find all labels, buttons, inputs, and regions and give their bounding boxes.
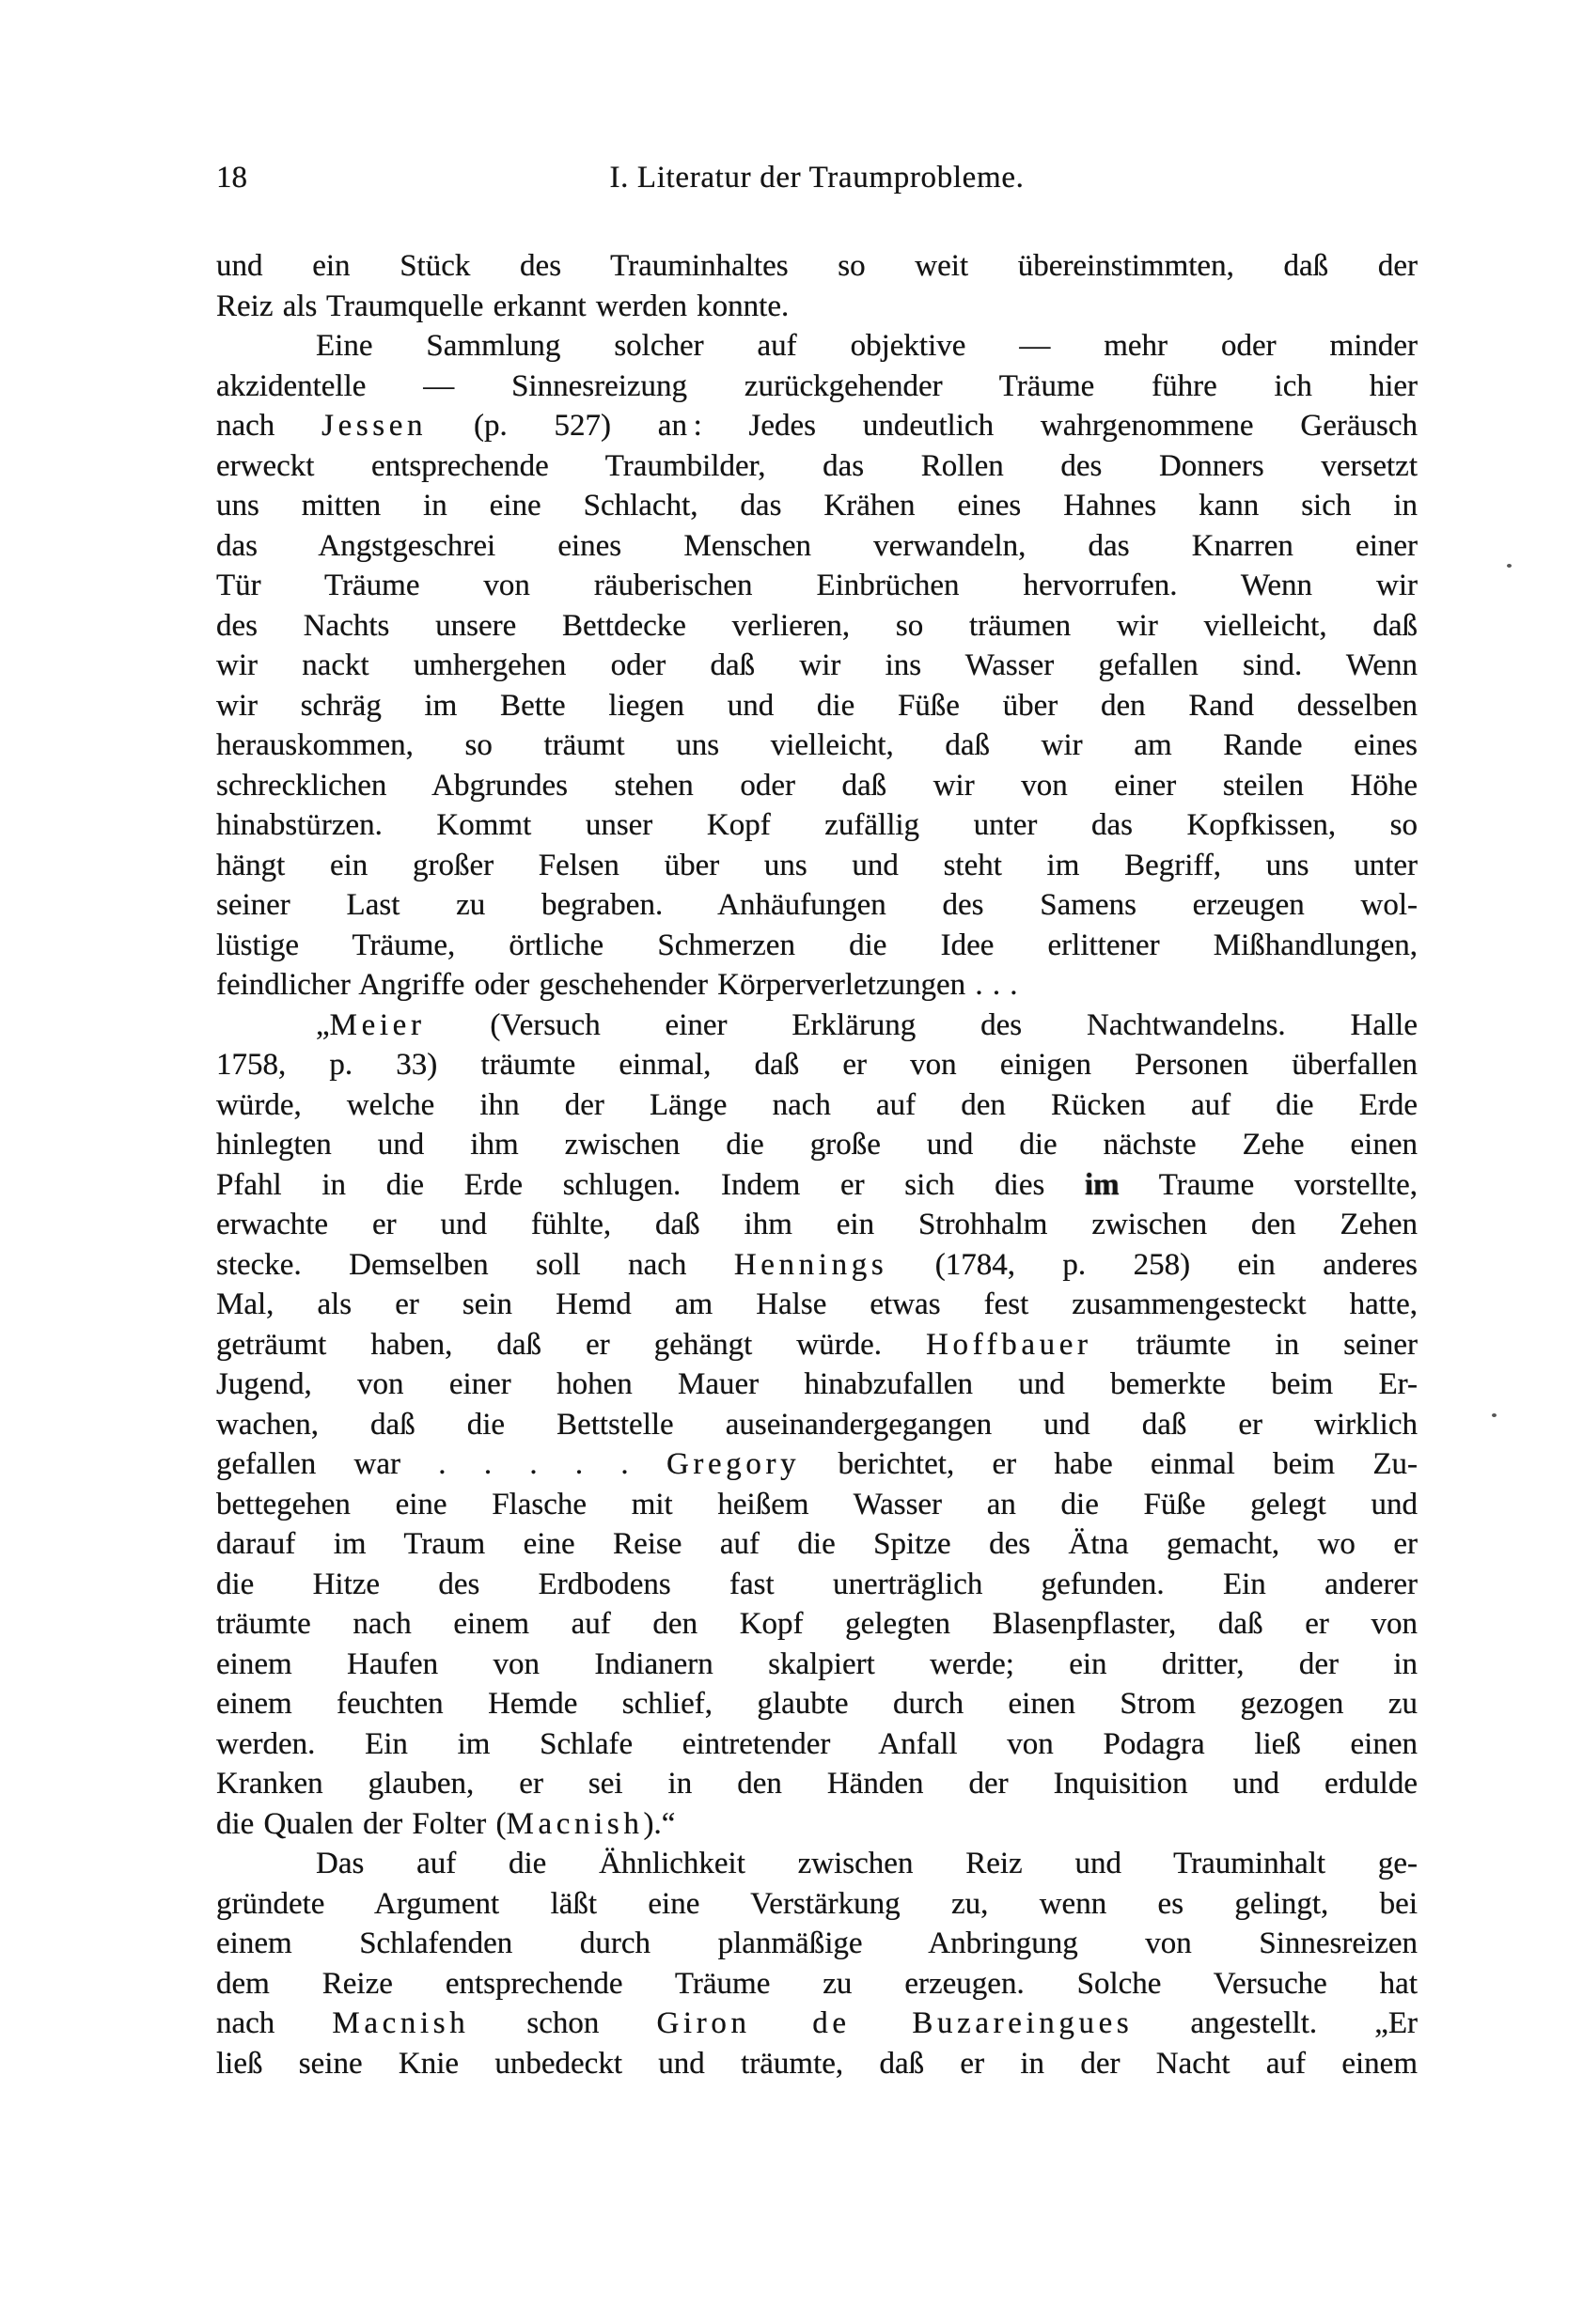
- text-segment: (p. 527) an : Jedes undeutlich wahrgenommene Geräusch: [427, 409, 1418, 443]
- running-title: I. Literatur der Traumprobleme.: [609, 161, 1025, 195]
- body-line: [216, 1285, 1418, 1325]
- text-segment: Eine Sammlung solcher auf objektive — mehr oder minder: [316, 329, 1418, 363]
- spaced-name: Meier: [329, 1007, 426, 1042]
- text-segment: Das auf die Ähnlichkeit zwischen Reiz und Trauminhalt ge-: [316, 1847, 1418, 1880]
- text-segment: seiner Last zu begraben. Anhäufungen des Samens erzeugen wol-: [216, 888, 1418, 922]
- body-line: [216, 2004, 1418, 2044]
- spaced-name: Giron de Buzareingues: [656, 2006, 1134, 2040]
- text-segment: und ein Stück des Trauminhaltes so weit übereinstimmten, daß der: [216, 249, 1418, 283]
- text-segment: einem Schlafenden durch planmäßige Anbringung von Sinnesreizen: [216, 1926, 1418, 1960]
- page-number: 18: [216, 161, 247, 195]
- text-segment: schon: [469, 2006, 657, 2040]
- body-line: [216, 1924, 1418, 1964]
- spaced-name: Macnish: [506, 1806, 644, 1841]
- body-line: [216, 846, 1418, 886]
- text-segment: einem feuchten Hemde schlief, glaubte durch einen Strom gezogen zu: [216, 1687, 1418, 1721]
- spaced-name: Hoffbauer: [926, 1327, 1092, 1362]
- text-segment: dem Reize entsprechende Träume zu erzeugen. Solche Versuche hat: [216, 1966, 1418, 2001]
- text-segment: ließ seine Knie unbedeckt und träumte, daß er in der Nacht auf einem: [216, 2046, 1418, 2081]
- text-segment: werden. Ein im Schlafe eintretender Anfall von Podagra ließ einen: [216, 1726, 1418, 1761]
- body-line: [216, 1045, 1418, 1085]
- body-line: [216, 406, 1418, 446]
- text-segment: hängt ein großer Felsen über uns und steht im Begriff, uns unter: [216, 848, 1418, 882]
- text-segment: wir schräg im Bette liegen und die Füße über den Rand desselben: [216, 688, 1418, 723]
- text-segment: stecke. Demselben soll nach: [216, 1247, 734, 1282]
- text-segment: Traume vorstellte,: [1119, 1167, 1418, 1202]
- text-segment: lüstige Träume, örtliche Schmerzen die Idee erlittener Mißhandlungen,: [216, 928, 1418, 962]
- body-line: [216, 686, 1418, 726]
- body-line: [216, 1405, 1418, 1445]
- text-segment: hinabstürzen. Kommt unser Kopf zufällig unter das Kopfkissen, so: [216, 808, 1418, 842]
- text-segment: träumte nach einem auf den Kopf gelegten Blasenpflaster, daß er von: [216, 1607, 1418, 1641]
- body-line: [216, 1604, 1418, 1645]
- text-block: [216, 246, 1418, 2083]
- body-line: [216, 646, 1418, 686]
- text-segment: einem Haufen von Indianern skalpiert werde; ein dritter, der in: [216, 1646, 1418, 1681]
- text-segment: (1784, p. 258) ein anderes: [887, 1247, 1418, 1282]
- body-line: [216, 486, 1418, 526]
- body-line: [216, 926, 1418, 966]
- text-segment: uns mitten in eine Schlacht, das Krähen eines Hahnes kann sich in: [216, 489, 1418, 523]
- text-segment: schrecklichen Abgrundes stehen oder daß wir von einer steilen Höhe: [216, 768, 1418, 803]
- text-segment: träumte in seiner: [1091, 1327, 1418, 1362]
- body-line: [216, 725, 1418, 766]
- body-line: [216, 246, 1418, 287]
- body-line: [216, 1684, 1418, 1724]
- body-line: [216, 1645, 1418, 1685]
- body-line: [216, 566, 1418, 606]
- body-line: [216, 526, 1418, 567]
- page-header: [216, 158, 1418, 198]
- body-line: [216, 2044, 1418, 2084]
- text-segment: angestellt. „Er: [1133, 2006, 1418, 2040]
- text-segment: berichtet, er habe einmal beim Zu-: [800, 1447, 1418, 1481]
- text-segment: Mal, als er sein Hemd am Halse etwas fest zusammengesteckt hatte,: [216, 1287, 1418, 1321]
- body-line: [216, 1205, 1418, 1245]
- text-segment: die Hitze des Erdbodens fast unerträglich gefunden. Ein anderer: [216, 1567, 1418, 1601]
- spaced-name: Jessen: [321, 409, 428, 443]
- body-line: [216, 446, 1418, 487]
- body-line: [216, 885, 1418, 926]
- text-segment: (Versuch einer Erklärung des Nachtwandelns. Halle: [425, 1007, 1418, 1042]
- body-line: [216, 965, 1418, 1006]
- text-segment: feindlicher Angriffe oder geschehender Körperverletzungen . . .: [216, 968, 1018, 1002]
- text-segment: gründete Argument läßt eine Verstärkung zu, wenn es gelingt, bei: [216, 1886, 1418, 1921]
- text-segment: im: [1085, 1167, 1120, 1202]
- text-segment: Reiz als Traumquelle erkannt werden konnte.: [216, 289, 790, 323]
- text-segment: Jugend, von einer hohen Mauer hinabzufallen und bemerkte beim Er-: [216, 1367, 1418, 1401]
- body-line: [216, 326, 1418, 367]
- body-line: [216, 1085, 1418, 1126]
- text-segment: erwachte er und fühlte, daß ihm ein Strohhalm zwischen den Zehen: [216, 1208, 1418, 1241]
- text-segment: würde, welche ihn der Länge nach auf den Rücken auf die Erde: [216, 1087, 1418, 1122]
- scan-speck: [1507, 564, 1512, 568]
- scan-speck: [1492, 1413, 1497, 1417]
- body-line: [216, 766, 1418, 806]
- text-segment: gefallen war . . . . .: [216, 1447, 666, 1481]
- text-segment: akzidentelle — Sinnesreizung zurückgehender Träume führe ich hier: [216, 368, 1418, 403]
- body-line: [216, 1444, 1418, 1485]
- body-line: [216, 1245, 1418, 1286]
- body-line: [216, 1764, 1418, 1804]
- body-line: [216, 1964, 1418, 2004]
- text-segment: ).“: [643, 1806, 676, 1841]
- text-segment: Pfahl in die Erde schlugen. Indem er sich dies: [216, 1167, 1086, 1202]
- body-line: [216, 1325, 1418, 1365]
- text-segment: Kranken glauben, er sei in den Händen der Inquisition und erdulde: [216, 1767, 1418, 1801]
- body-line: [216, 1724, 1418, 1765]
- text-segment: darauf im Traum eine Reise auf die Spitze des Ätna gemacht, wo er: [216, 1527, 1418, 1561]
- text-segment: „: [316, 1007, 330, 1042]
- text-segment: des Nachts unsere Bettdecke verlieren, so träumen wir vielleicht, daß: [216, 608, 1418, 643]
- body-line: [216, 1365, 1418, 1405]
- spaced-name: Macnish: [332, 2006, 470, 2040]
- body-line: [216, 1804, 1418, 1845]
- body-line: [216, 1006, 1418, 1046]
- body-line: [216, 1125, 1418, 1165]
- spaced-name: Hennings: [733, 1247, 888, 1282]
- text-segment: wir nackt umhergehen oder daß wir ins Wasser gefallen sind. Wenn: [216, 648, 1418, 682]
- text-segment: nach: [216, 409, 322, 443]
- text-segment: herauskommen, so träumt uns vielleicht, daß wir am Rande eines: [216, 728, 1418, 762]
- body-line: [216, 1524, 1418, 1565]
- text-segment: das Angstgeschrei eines Menschen verwandeln, das Knarren einer: [216, 528, 1418, 563]
- body-line: [216, 1485, 1418, 1525]
- body-line: [216, 287, 1418, 327]
- text-segment: hinlegten und ihm zwischen die große und die nächste Zehe einen: [216, 1128, 1418, 1162]
- text-segment: bettegehen eine Flasche mit heißem Wasser an die Füße gelegt und: [216, 1487, 1418, 1521]
- text-segment: erweckt entsprechende Traumbilder, das Rollen des Donners versetzt: [216, 448, 1418, 483]
- text-segment: geträumt haben, daß er gehängt würde.: [216, 1327, 927, 1362]
- text-segment: Tür Träume von räuberischen Einbrüchen hervorrufen. Wenn wir: [216, 569, 1418, 602]
- body-line: [216, 1844, 1418, 1884]
- text-segment: wachen, daß die Bettstelle auseinandergegangen und daß er wirklich: [216, 1407, 1418, 1442]
- body-line: [216, 367, 1418, 407]
- body-line: [216, 606, 1418, 647]
- body-line: [216, 805, 1418, 846]
- text-segment: 1758, p. 33) träumte einmal, daß er von einigen Personen überfallen: [216, 1048, 1418, 1082]
- body-line: [216, 1884, 1418, 1925]
- body-line: [216, 1565, 1418, 1605]
- spaced-name: Gregory: [666, 1447, 801, 1481]
- body-line: [216, 1165, 1418, 1206]
- text-segment: die Qualen der Folter (: [216, 1806, 507, 1841]
- text-segment: nach: [216, 2006, 333, 2040]
